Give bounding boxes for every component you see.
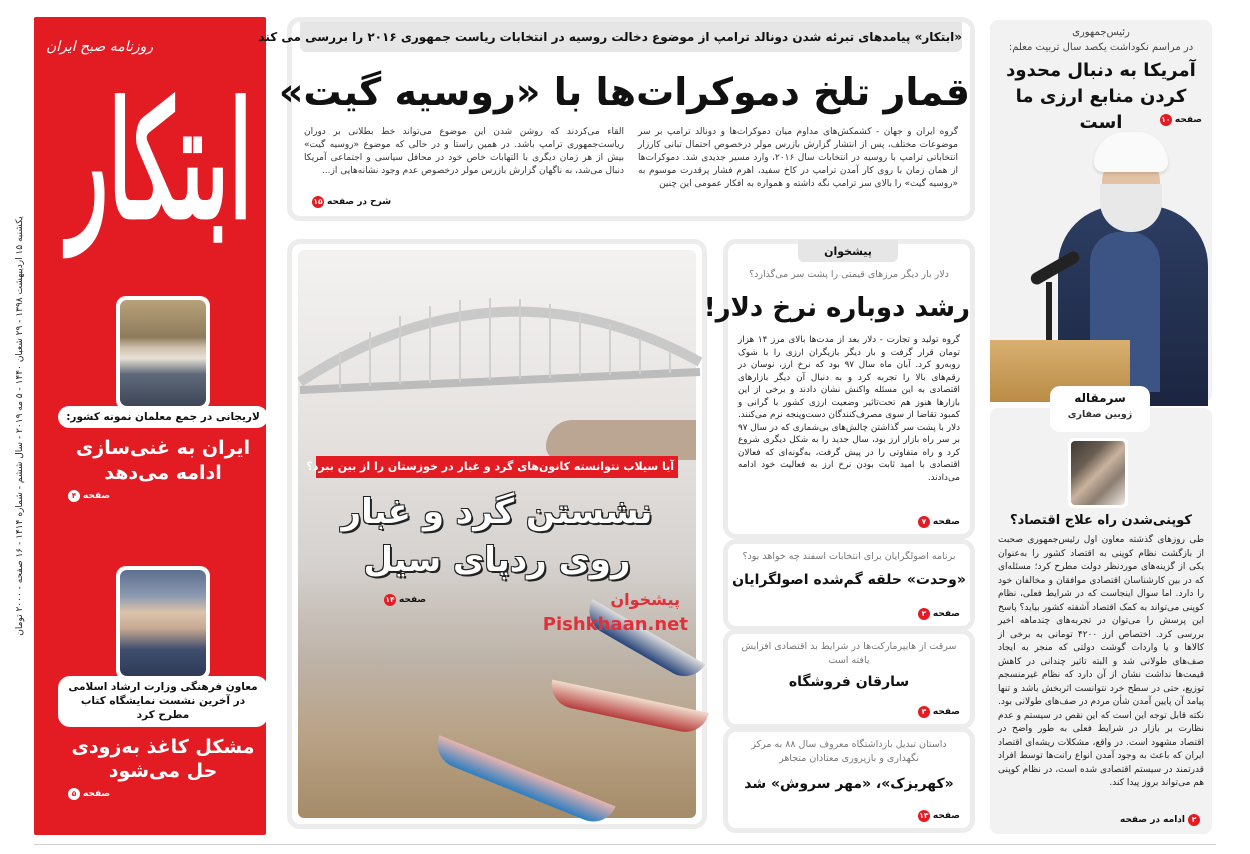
side-story-caption: لاریجانی در جمع معلمان نمونه کشور:	[58, 406, 268, 428]
editorial-label-tab	[1050, 386, 1150, 432]
top-story-headline[interactable]: قمار تلخ دموکرات‌ها با «روسیه گیت»	[278, 70, 970, 114]
top-story-kicker: «ابتکار» پیامدهای تبرئه شدن دونالد ترامپ از موضوع دخالت روسیه در انتخابات ریاست جمهوری ۲۰۱۶ را بررسی می کند	[300, 22, 962, 52]
page-number-badge: ۴	[68, 490, 80, 502]
photo-story-kicker: آیا سیلاب نتوانسته کانون‌های گرد و غبار در خوزستان را از بین ببرد؟	[316, 456, 678, 478]
editorial-body: طی روزهای گذشته معاون اول رئیس‌جمهوری صحبت از بازگشت نظام کوپنی به اقتصاد کشور را به‌عنوان یکی از گزینه‌های موردنظر دولت مطرح کرد؛ مسئله‌ای که در بین کارشناسان اقتصادی موافقان و مخالفان خود را دارد. اما سوال اینجاست که در شرایط فعلی، نظام کوپنی می‌تواند به کمک اقتصاد آشفته کشور بیاید؟ پاسخ این پرسش را می‌توان در تجربه‌های چندماهه اخیر بررسی کرد. اختصاص ارز ۴۲۰۰ تومانی به برخی از کالاها و یا واردات گوشت دولتی که منجر به ایجاد صف‌های طولانی شد و البته تاثیر چندانی در کاهش قیمت‌ها نداشت نشان از آن دارد که نظام غیرمنسجم توزیع، حتی در سطح خرد نتوانست اثربخش باشد و تنها پیامد آن پایین آمدن شأن مردم در صف‌های طولانی بود. نکته قابل توجه این است که این نقص در سیستم و عدم نظارت بر بازار در شرایط فعلی به طور واضح در اقتصاد مشهود است. در واقع، مشکلات ریشه‌ای اقتصاد ایران که باعث به وجود آمدن انواع رانت‌ها توسط افراد قدرتمند در سیستم اقتصادی شده است، در نظام کوپنی هم می‌تواند بروز پیدا کند.	[998, 535, 1204, 788]
rouhani-photo	[990, 132, 1212, 402]
continue-label: ادامه در صفحه	[1119, 815, 1185, 825]
page-number-badge: ۱۵	[313, 197, 323, 206]
official-portrait	[116, 566, 210, 680]
newspaper-logo[interactable]	[40, 20, 265, 290]
kahrizak-kicker: داستان تبدیل بازداشتگاه معروف سال ۸۸ به مرکز نگهداری و بازپروری معتادان متجاهر	[751, 739, 947, 764]
page-reference[interactable]	[918, 608, 960, 620]
logo-title: ابتکار	[67, 66, 253, 255]
boat	[547, 680, 708, 737]
section-label: پیشخوان	[798, 240, 898, 262]
page-reference[interactable]	[384, 594, 426, 606]
side-story-caption: معاون فرهنگی وزارت ارشاد اسلامی در آخرین نشست نمایشگاه کتاب مطرح کرد	[58, 676, 268, 727]
thieves-kicker: سرقت از هایپرمارکت‌ها در شرایط بد اقتصادی افزایش یافته است	[741, 641, 957, 666]
page-label: صفحه	[83, 788, 111, 799]
page-label: صفحه	[932, 517, 960, 527]
top-story-body-left: القاء می‌کردند که روشن شدن این موضوع می‌تواند خط بطلانی بر دوران ریاست‌جمهوری ترامپ باشد. در همین راستا و در حالی که موضوع «روسیه گیت» بیش از هر زمان دیگری با التهابات خاص خود در محافل سیاسی و اجتماعی آمریکا دنبال می‌شد، به ناگهان گزارش بازرس مولر درخصوص عدم وجود نشانه‌هایی از...	[304, 127, 624, 176]
page-number-badge: ۷	[918, 516, 930, 528]
editorial-headline[interactable]: کوپنی‌شدن راه علاج اقتصاد؟	[1010, 513, 1192, 528]
rouhani-story-card[interactable]	[990, 20, 1212, 402]
rouhani-supertitle: رئیس‌جمهوری	[1072, 27, 1130, 38]
editorial-author: ژوبین صفاری	[1067, 409, 1133, 420]
page-reference[interactable]	[1160, 114, 1202, 126]
side-story-headline[interactable]: ایران به غنی‌سازی ادامه می‌دهد	[75, 437, 251, 484]
top-story-body-right: گروه ایران و جهان - کشمکش‌های مداوم میان دموکرات‌ها و دونالد ترامپ بر سر موضوعات مختلف، پس از انتشار گزارش بازرس مولر درخصوص احتمال تبانی کارزار انتخاباتی ترامپ با روسیه در انتخابات سال ۲۰۱۶، وارد مسیر جدیدی شد. دموکرات‌ها از همان زمان با روی کار آمدن ترامپ در کاخ سفید، اهرم فشار پرقدرت موسوم به «روسیه گیت» را بالای سر ترامپ نگه داشته و همواره به افکار عمومی این چنین	[638, 127, 959, 189]
logo-tagline: روزنامه صبح ایران	[46, 39, 154, 55]
rouhani-headline[interactable]: آمریکا به دنبال محدود کردن منابع ارزی ما است	[1006, 60, 1196, 133]
page-reference[interactable]	[918, 706, 960, 718]
page-reference[interactable]	[918, 516, 960, 528]
issue-info-text: یکشنبه ۱۵ اردیبهشت ۱۳۹۸ - ۲۹ شعبان ۱۴۴۰ - ۵ مه ۲۰۱۹ - سال ششم - شماره ۱۴۱۴ - ۱۶ صفحه - ۲۰۰۰ تومان	[15, 216, 25, 636]
dollar-body: گروه تولید و تجارت - دلار بعد از مدت‌ها بالای مرز ۱۴ هزار تومان قرار گرفت و بار دیگر بازیگران ارزی را با شوک روبه‌رو کرد. آبان ماه سال ۹۷ بود که نرخ ارز، نوسان در رقم‌های بالا را تجربه کرد و به دنبال آن دیگر بازارهای اقتصادی به این مسئله واکنش نشان دادند و برخی از این بازارها هنوز هم تحت‌تاثیر وضعیت ارزی کشور با گرانی و کمبود تقاضا از سوی مصرف‌کنندگان دست‌وپنجه نرم می‌کنند. دلار با پشت سر گذاشتن چالش‌های بی‌شماری که در سال ۹۷ بر سر راه بازار ارز بود، سال جدید را به شکل دیگری شروع کرد و راه متفاوتی را در پیش گرفت، به‌گونه‌ای که فعالان اقتصادی با امید ثابت بودن نرخ ارز به فعالیت خود ادامه می‌دادند.	[738, 335, 960, 483]
bridge-illustration	[300, 272, 700, 392]
page-number-badge: ۵	[68, 788, 80, 800]
page-label: صفحه	[932, 811, 960, 821]
unity-headline[interactable]: «وحدت» حلقه گم‌شده اصولگرایان	[732, 572, 966, 588]
dollar-kicker: دلار بار دیگر مرزهای قیمتی را پشت سر می‌گذارد؟	[749, 269, 949, 280]
page-label: صفحه	[399, 595, 427, 605]
page-reference[interactable]	[68, 788, 268, 800]
rouhani-subtitle: در مراسم نکوداشت یکصد سال تربیت معلم:	[1008, 42, 1194, 53]
larijani-portrait	[116, 296, 210, 410]
top-story-card[interactable]	[258, 22, 970, 216]
photo-headline-line-2: روی ردپای سیل	[363, 540, 631, 580]
page-reference[interactable]	[918, 810, 960, 822]
thieves-headline[interactable]: سارقان فروشگاه	[788, 674, 910, 690]
photo-story-headline[interactable]	[312, 488, 682, 584]
page-reference[interactable]	[68, 490, 268, 502]
page-number-badge: ۳	[918, 706, 930, 718]
kahrizak-story-card[interactable]	[728, 732, 970, 828]
editorial-card[interactable]	[990, 391, 1212, 834]
page-label: صفحه	[932, 609, 960, 619]
page-label: صفحه	[932, 707, 960, 717]
bottom-divider	[34, 844, 1216, 845]
side-story-paper-shortage[interactable]	[58, 566, 268, 800]
unity-kicker: برنامه اصولگرایان برای انتخابات اسفند چه خواهد بود؟	[742, 551, 956, 562]
kahrizak-headline[interactable]: «کهریزک»، «مهر سروش» شد	[744, 776, 954, 792]
page-label: صفحه	[83, 490, 111, 501]
continue-reference[interactable]	[312, 196, 391, 208]
store-thieves-story-card[interactable]	[728, 634, 970, 724]
side-story-larijani[interactable]	[58, 296, 268, 502]
continue-reference[interactable]	[1120, 814, 1200, 826]
side-story-headline[interactable]: مشکل کاغذ به‌زودی حل می‌شود	[71, 735, 255, 783]
watermark-persian: پیشخوان	[610, 590, 680, 609]
unity-story-card[interactable]	[728, 544, 970, 626]
page-label: صفحه	[1174, 115, 1202, 125]
boat	[430, 735, 615, 828]
page-number-badge: ۱۴	[385, 595, 395, 604]
photo-headline-line-1: نشستن گرد و غبار	[341, 492, 653, 532]
author-portrait	[1068, 438, 1128, 508]
page-number-badge: ۱۳	[919, 811, 929, 820]
photo-story-card[interactable]	[292, 244, 702, 824]
dollar-story-card[interactable]	[703, 244, 970, 534]
page-number-badge: ۲	[1188, 814, 1200, 826]
page-number-badge: ۱۰	[1161, 115, 1171, 124]
boat	[581, 599, 706, 685]
issue-info-strip	[10, 17, 30, 835]
continue-label: شرح در صفحه	[327, 197, 392, 207]
editorial-label: سرمقاله	[1074, 391, 1126, 405]
page-number-badge: ۲	[918, 608, 930, 620]
dollar-headline[interactable]: رشد دوباره نرخ دلار!	[703, 293, 970, 323]
watermark-latin: Pishkhaan.net	[542, 614, 688, 635]
